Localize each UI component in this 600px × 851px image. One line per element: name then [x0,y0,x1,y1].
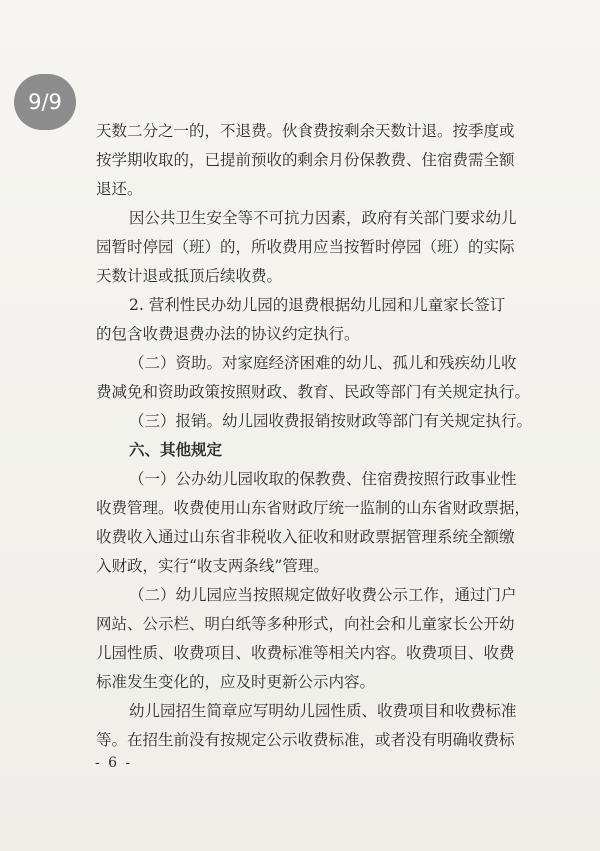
section-heading: 六、其他规定 [129,440,223,459]
page-indicator-badge[interactable]: 9/9 [14,74,76,130]
text-line: （三）报销。幼儿园收费报销按财政等部门有关规定执行。 [129,412,533,430]
page-number: - 6 - [95,755,133,771]
text-line: 的包含收费退费办法的协议约定执行。 [96,325,360,343]
text-line: 网站、公示栏、明白纸等多种形式，向社会和儿童家长公开幼 [96,615,515,633]
text-line: 儿园性质、收费项目、收费标准等相关内容。收费项目、收费 [96,644,515,662]
text-line: 因公共卫生安全等不可抗力因素，政府有关部门要求幼儿 [129,209,517,227]
text-line: （二）资助。对家庭经济困难的幼儿、孤儿和残疾幼儿收 [129,354,517,372]
text-line: 收费收入通过山东省非税收入征收和财政票据管理系统全额缴 [96,528,515,546]
text-line: 2. 营利性民办幼儿园的退费根据幼儿园和儿童家长签订 [129,296,506,314]
text-line: 园暂时停园（班）的，所收费用应当按暂时停园（班）的实际 [96,238,515,256]
text-line: 收费管理。收费使用山东省财政厅统一监制的山东省财政票据， [96,499,531,517]
text-line: 天数计退或抵顶后续收费。 [96,267,283,285]
text-line: 等。在招生前没有按规定公示收费标准，或者没有明确收费标 [96,731,515,749]
text-line: 标准发生变化的，应及时更新公示内容。 [96,673,376,691]
text-line: （一）公办幼儿园收取的保教费、住宿费按照行政事业性 [129,470,517,488]
text-line: 费减免和资助政策按照财政、教育、民政等部门有关规定执行。 [96,383,531,401]
text-line: （二）幼儿园应当按照规定做好收费公示工作，通过门户 [129,586,517,604]
text-line: 幼儿园招生简章应写明幼儿园性质、收费项目和收费标准 [129,702,517,720]
text-line: 入财政，实行“收支两条线”管理。 [96,557,329,575]
text-line: 天数二分之一的，不退费。伙食费按剩余天数计退。按季度或 [96,122,515,140]
text-line: 退还。 [96,180,143,198]
text-line: 按学期收取的，已提前预收的剩余月份保教费、住宿费需全额 [96,151,515,169]
